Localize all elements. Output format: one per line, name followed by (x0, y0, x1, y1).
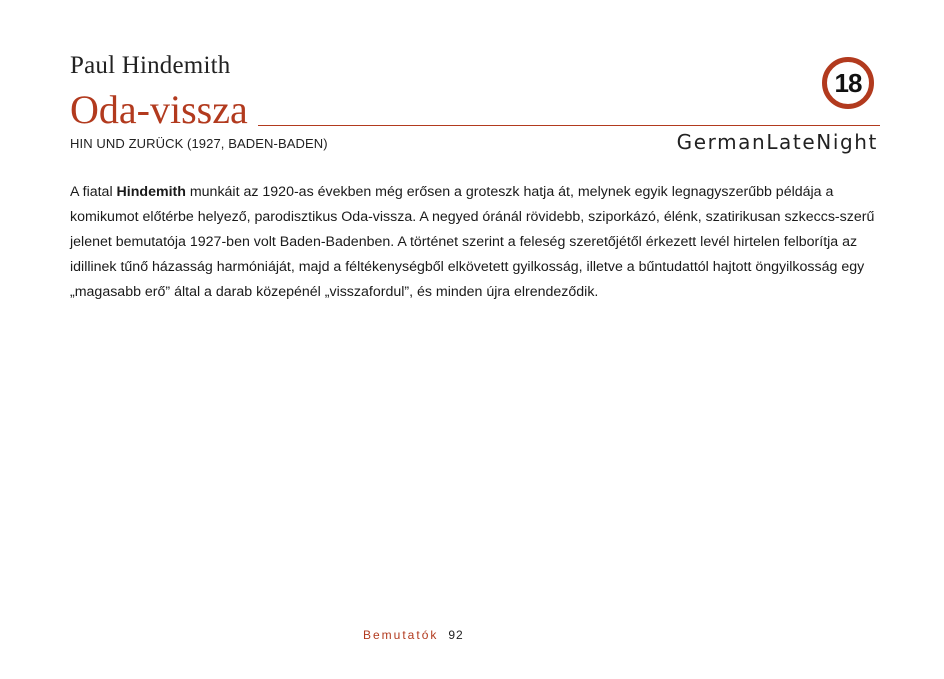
title-row (70, 88, 880, 132)
title-rule-divider (258, 125, 880, 126)
description-paragraph (70, 180, 880, 305)
footer-page-number: 92 (448, 628, 464, 642)
footer-section-label: Bemutatók (363, 628, 439, 642)
page-footer (363, 628, 464, 642)
age-rating-badge: 18 (822, 57, 874, 109)
description-intro: A fiatal (70, 184, 117, 200)
series-label: GermanLateNight (676, 130, 878, 154)
page-title: Oda-vissza (70, 87, 248, 132)
description-text: munkáit az 1920-as években még erősen a groteszk hatja át, melynek egyik legnagyszerűbb példája a komikumot előtérbe helyező, parodisztikus Oda-vissza. A negyed óránál rövidebb, sziporkázó, élénk, szatirikusan szkeccs-szerű jelenet bemutatója 1927-ben volt Baden-Badenben. A történet szerint a feleség szeretőjétől érkezett levél hirtelen felborítja az idillinek tűnő házasság harmóniáját, majd a féltékenységből elkövetett gyilkosság, illetve a bűntudattól hajtott öngyilkosság egy „magasabb erő” által a darab közepénél „visszafordul”, és minden újra elrendeződik. (70, 184, 875, 300)
composer-name: Paul Hindemith (70, 52, 231, 79)
description-composer-emphasis: Hindemith (116, 184, 186, 200)
original-title-subtitle: HIN UND ZURÜCK (1927, BADEN-BADEN) (70, 136, 328, 151)
